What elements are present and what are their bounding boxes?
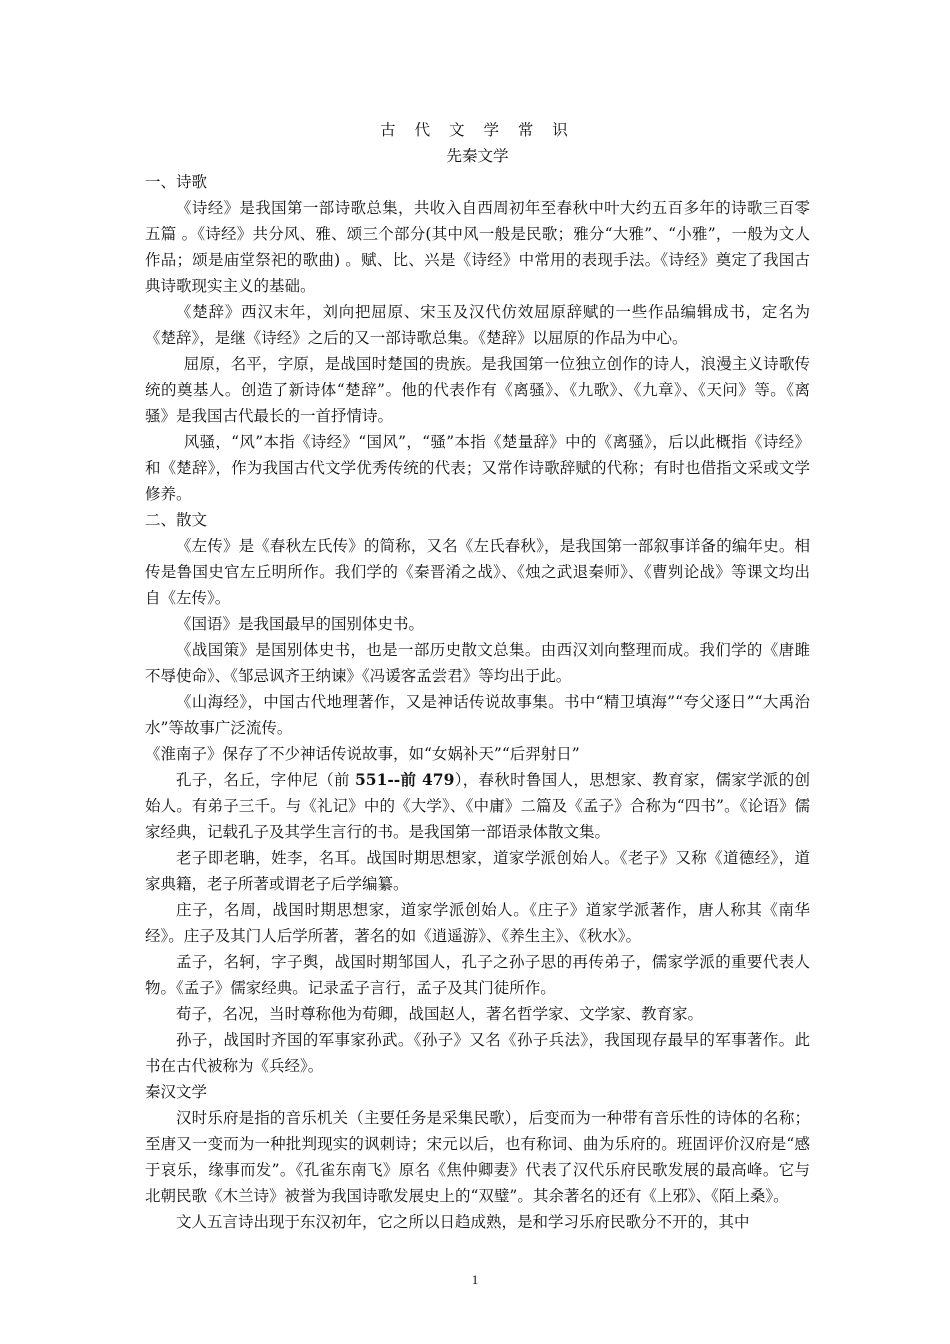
paragraph-chuci: 《楚辞》西汉末年，刘向把屈原、宋玉及汉代仿效屈原辞赋的一些作品编辑成书，定名为《楚辞》，是继《诗经》之后的又一部诗歌总集。《楚辞》以屈原的作品为中心。	[145, 303, 810, 347]
section-heading-prose: 二、散文	[145, 511, 208, 529]
paragraph-wuyanshi: 文人五言诗出现于东汉初年，它之所以日趋成熟，是和学习乐府民歌分不开的，其中	[176, 1213, 750, 1231]
confucius-text-start: 孔子，名丘，字仲尼（前	[176, 771, 356, 789]
paragraph-zhanguoce: 《战国策》是国别体史书，也是一部历史散文总集。由西汉刘向整理而成。我们学的《唐雎不辱使命》、《邹忌讽齐王纳谏》《冯谖客孟尝君》等均出于此。	[145, 641, 810, 685]
paragraph-shanhaijing: 《山海经》，中国古代地理著作，又是神话传说故事集。书中“精卫填海”“夸父逐日”“大禹治水”等故事广泛流传。	[145, 693, 810, 737]
paragraph-laozi: 老子即老聃，姓李，名耳。战国时期思想家，道家学派创始人。《老子》又称《道德经》，道家典籍，老子所著或谓老子后学编纂。	[145, 849, 810, 893]
document-body	[145, 117, 810, 1235]
document-title: 古 代 文 学 常 识	[380, 121, 575, 139]
paragraph-mengzi: 孟子，名轲，字子舆，战国时期邹国人，孔子之孙子思的再传弟子，儒家学派的重要代表人物。《孟子》儒家经典。记录孟子言行，孟子及其门徒所作。	[145, 953, 810, 997]
paragraph-confucius	[145, 767, 810, 845]
paragraph-zuozhuan: 《左传》是《春秋左氏传》的简称，又名《左氏春秋》，是我国第一部叙事详备的编年史。相传是鲁国史官左丘明所作。我们学的《秦晋淆之战》、《烛之武退秦师》、《曹刿论战》等课文均出自《左传》。	[145, 537, 810, 607]
page-number: 1	[471, 1272, 479, 1287]
paragraph-guoyu: 《国语》是我国最早的国别体史书。	[176, 615, 425, 633]
section-heading-qinhan: 秦汉文学	[145, 1083, 208, 1101]
paragraph-xunzi: 荀子，名况，当时尊称他为荀卿，战国赵人，著名哲学家、文学家、教育家。	[176, 1005, 704, 1023]
confucius-dates: 551--前 479	[355, 770, 455, 789]
paragraph-fengsao: 风骚，“风”本指《诗经》“国风”，“骚”本指《楚量辞》中的《离骚》，后以此概指《诗经》和《楚辞》，作为我国古代文学优秀传统的代表；又常作诗歌辞赋的代称；有时也借指文采或文学修养。	[145, 433, 810, 503]
paragraph-shijing: 《诗经》是我国第一部诗歌总集，共收入自西周初年至春秋中叶大约五百多年的诗歌三百零五篇 。《诗经》共分风、雅、颂三个部分(其中风一般是民歌；雅分“大雅”、“小雅”，一般为文人作品；颂是庙堂祭祀的歌曲) 。赋、比、兴是《诗经》中常用的表现手法。《诗经》奠定了我国古典诗歌现实主义的基础。	[145, 199, 810, 295]
paragraph-zhuangzi: 庄子，名周，战国时期思想家，道家学派创始人。《庄子》道家学派著作，唐人称其《南华经》。庄子及其门人后学所著，著名的如《逍遥游》、《养生主》、《秋水》。	[145, 901, 810, 945]
paragraph-yuefu: 汉时乐府是指的音乐机关（主要任务是采集民歌），后变而为一种带有音乐性的诗体的名称；至唐又一变而为一种批判现实的讽刺诗；宋元以后，也有称词、曲为乐府的。班固评价汉府是“感于哀乐，缘事而发”。《孔雀东南飞》原名《焦仲卿妻》代表了汉代乐府民歌发展的最高峰。它与北朝民歌《木兰诗》被誉为我国诗歌发展史上的“双璧”。其余著名的还有《上邪》、《陌上桑》。	[145, 1109, 810, 1205]
paragraph-quyuan: 屈原，名平，字原，是战国时楚国的贵族。是我国第一位独立创作的诗人，浪漫主义诗歌传统的奠基人。创造了新诗体“楚辞”。他的代表作有《离骚》、《九歌》、《九章》、《天问》等。《离骚》是我国古代最长的一首抒情诗。	[145, 355, 810, 425]
paragraph-huainanzi: 《淮南子》保存了不少神话传说故事，如“女娲补天”“后羿射日”	[145, 745, 580, 763]
paragraph-sunzi: 孙子，战国时齐国的军事家孙武。《孙子》又名《孙子兵法》，我国现存最早的军事著作。此书在古代被称为《兵经》。	[145, 1031, 810, 1075]
document-subtitle: 先秦文学	[446, 147, 509, 165]
section-heading-poetry: 一、诗歌	[145, 173, 208, 191]
confucius-text-end: ），春秋时鲁国人，思想家、教育家，儒家学派的创始人。有弟子三千。与《礼记》中的《大学》、《中庸》二篇及《孟子》合称为“四书”。《论语》儒家经典，记载孔子及其学生言行的书。是我国第一部语录体散文集。	[145, 771, 810, 841]
